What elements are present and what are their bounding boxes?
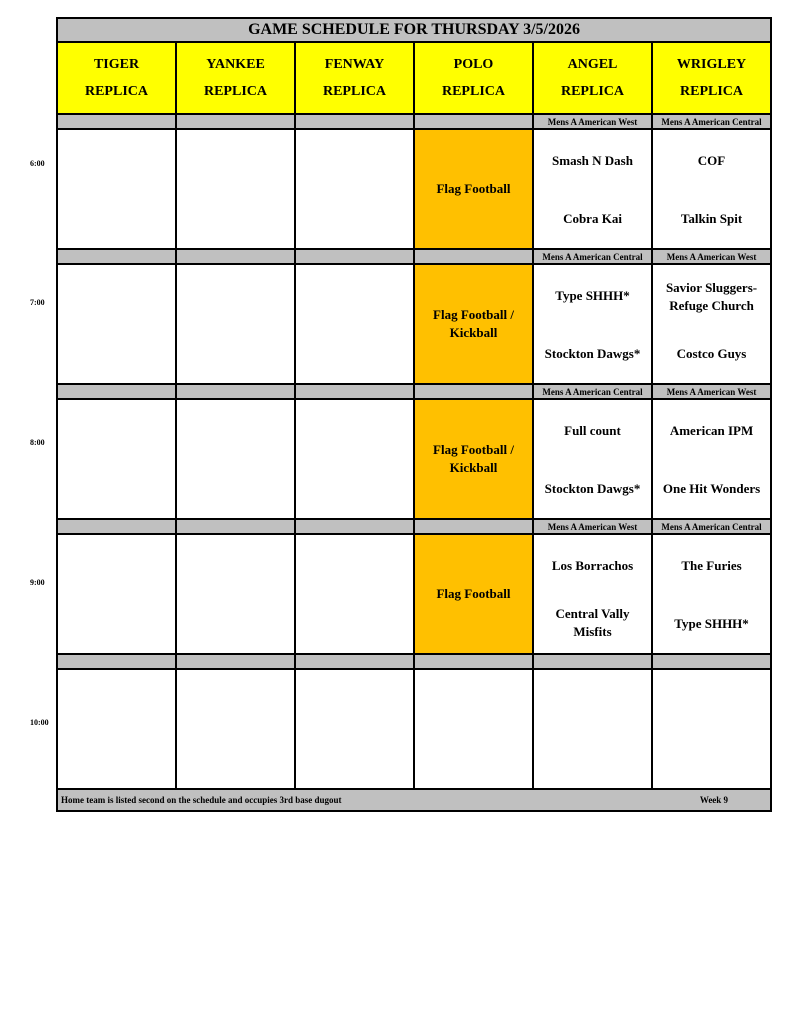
field-sub: REPLICA bbox=[441, 84, 505, 99]
home-team: Type SHHH* bbox=[674, 616, 749, 631]
empty-cell bbox=[533, 669, 652, 789]
polo-event: Flag Football bbox=[414, 534, 533, 654]
away-team: Type SHHH* bbox=[555, 288, 630, 303]
time-slot-row bbox=[57, 534, 771, 654]
angel-game bbox=[533, 534, 652, 654]
empty-cell bbox=[57, 669, 176, 789]
home-team: Talkin Spit bbox=[680, 211, 743, 226]
home-team-note: Home team is listed second on the schedule and occupies 3rd base dugout bbox=[61, 795, 342, 805]
polo-event: Flag Football / Kickball bbox=[414, 264, 533, 384]
home-team: Cobra Kai bbox=[563, 211, 622, 226]
away-team: Los Borrachos bbox=[551, 558, 634, 573]
field-sub: REPLICA bbox=[203, 84, 267, 99]
division-label: Mens A American Central bbox=[652, 114, 771, 129]
division-label: Mens A American Central bbox=[652, 519, 771, 534]
time-slot-row bbox=[57, 399, 771, 519]
field-header-angel bbox=[533, 42, 652, 114]
empty-cell bbox=[176, 399, 295, 519]
empty-cell bbox=[295, 399, 414, 519]
field-header-polo bbox=[414, 42, 533, 114]
field-name: POLO bbox=[453, 57, 494, 72]
angel-game bbox=[533, 129, 652, 249]
week-label: Week 9 bbox=[699, 795, 729, 805]
empty-cell bbox=[57, 129, 176, 249]
empty-cell bbox=[652, 669, 771, 789]
division-label: Mens A American Central bbox=[533, 384, 652, 399]
time-slot-row bbox=[57, 669, 771, 789]
field-name: TIGER bbox=[93, 57, 140, 72]
division-row bbox=[57, 249, 771, 264]
empty-cell bbox=[176, 129, 295, 249]
empty-cell bbox=[414, 669, 533, 789]
home-team: Stockton Dawgs* bbox=[544, 346, 641, 361]
wrigley-game bbox=[652, 129, 771, 249]
division-label: Mens A American West bbox=[533, 519, 652, 534]
empty-cell bbox=[295, 264, 414, 384]
time-label-8: 8:00 bbox=[30, 438, 45, 447]
home-team: Stockton Dawgs* bbox=[544, 481, 641, 496]
schedule-table bbox=[56, 17, 772, 812]
field-sub: REPLICA bbox=[322, 84, 386, 99]
division-label: Mens A American Central bbox=[533, 249, 652, 264]
polo-event: Flag Football / Kickball bbox=[414, 399, 533, 519]
angel-game bbox=[533, 264, 652, 384]
empty-cell bbox=[295, 534, 414, 654]
time-label-6: 6:00 bbox=[30, 159, 45, 168]
away-team: Savior Sluggers-Refuge Church bbox=[665, 280, 758, 313]
field-header-tiger bbox=[57, 42, 176, 114]
empty-cell bbox=[57, 399, 176, 519]
field-header-fenway bbox=[295, 42, 414, 114]
division-label: Mens A American West bbox=[652, 249, 771, 264]
time-slot-row bbox=[57, 129, 771, 249]
field-header-row bbox=[57, 42, 771, 114]
division-label: Mens A American West bbox=[533, 114, 652, 129]
field-name: FENWAY bbox=[324, 57, 385, 72]
polo-event: Flag Football bbox=[414, 129, 533, 249]
empty-cell bbox=[176, 264, 295, 384]
away-team: The Furies bbox=[681, 558, 742, 573]
field-sub: REPLICA bbox=[560, 84, 624, 99]
time-label-10: 10:00 bbox=[30, 718, 49, 727]
division-row bbox=[57, 384, 771, 399]
home-team: Costco Guys bbox=[676, 346, 747, 361]
empty-cell bbox=[176, 534, 295, 654]
field-header-wrigley bbox=[652, 42, 771, 114]
empty-cell bbox=[176, 669, 295, 789]
away-team: Smash N Dash bbox=[552, 153, 633, 168]
empty-cell bbox=[295, 129, 414, 249]
home-team: One Hit Wonders bbox=[662, 481, 761, 496]
empty-cell bbox=[57, 534, 176, 654]
field-header-yankee bbox=[176, 42, 295, 114]
field-sub: REPLICA bbox=[680, 84, 744, 99]
footer bbox=[57, 789, 771, 811]
field-name: ANGEL bbox=[567, 57, 618, 72]
division-row bbox=[57, 519, 771, 534]
field-sub: REPLICA bbox=[84, 84, 148, 99]
division-label: Mens A American West bbox=[652, 384, 771, 399]
empty-cell bbox=[57, 264, 176, 384]
time-slot-row bbox=[57, 264, 771, 384]
time-label-7: 7:00 bbox=[30, 298, 45, 307]
home-team: Central Vally Misfits bbox=[555, 606, 630, 639]
schedule-title: GAME SCHEDULE FOR THURSDAY 3/5/2026 bbox=[57, 18, 771, 42]
time-label-9: 9:00 bbox=[30, 578, 45, 587]
away-team: Full count bbox=[564, 423, 621, 438]
wrigley-game bbox=[652, 264, 771, 384]
wrigley-game bbox=[652, 399, 771, 519]
angel-game bbox=[533, 399, 652, 519]
away-team: American IPM bbox=[669, 423, 754, 438]
field-name: WRIGLEY bbox=[676, 57, 747, 72]
division-row bbox=[57, 654, 771, 669]
field-name: YANKEE bbox=[206, 57, 265, 72]
division-row bbox=[57, 114, 771, 129]
empty-cell bbox=[295, 669, 414, 789]
away-team: COF bbox=[697, 153, 726, 168]
wrigley-game bbox=[652, 534, 771, 654]
schedule-sheet bbox=[56, 17, 770, 812]
